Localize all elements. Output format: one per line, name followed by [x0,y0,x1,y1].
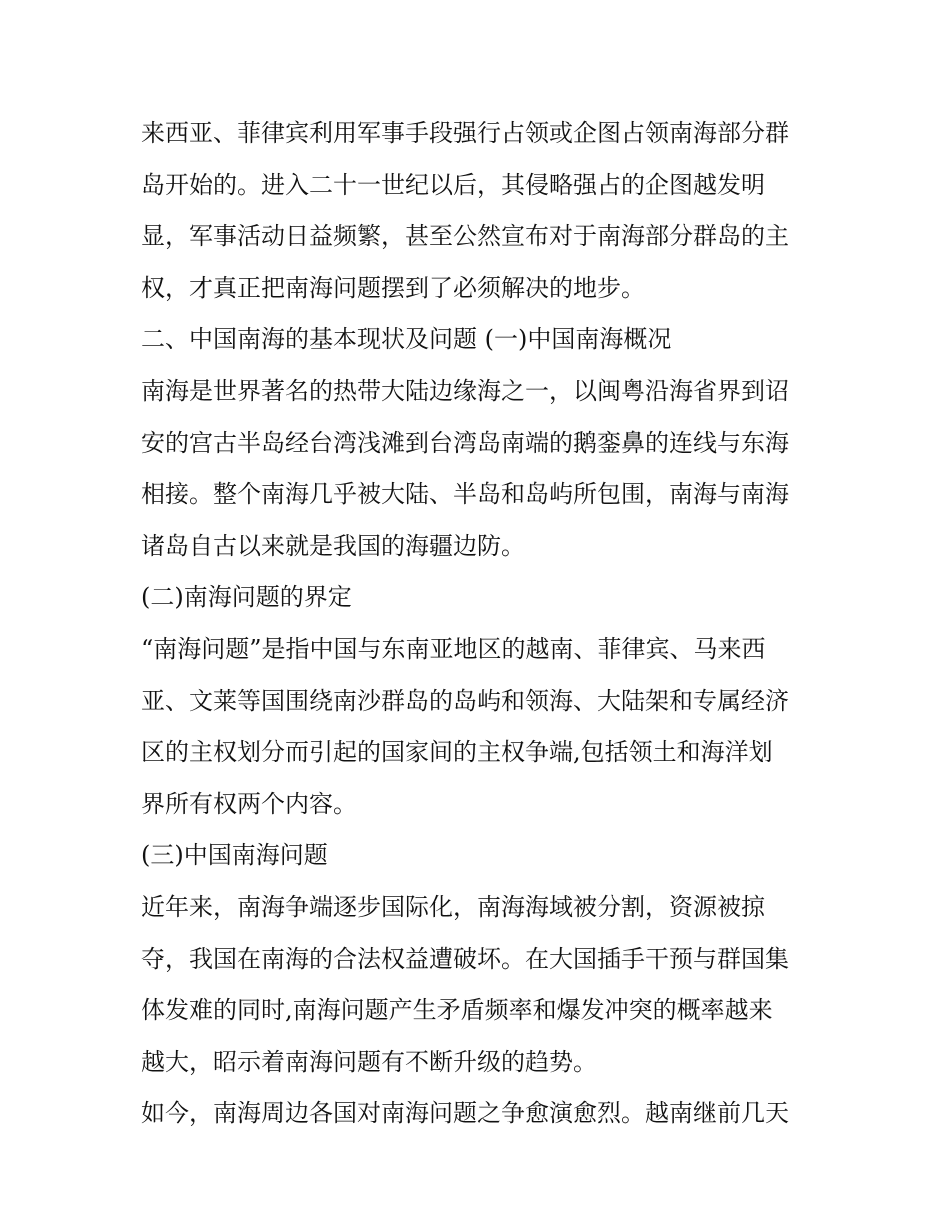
text-line: 权，才真正把南海问题摆到了必须解决的地步。 [141,273,645,302]
text-line: 相接。整个南海几乎被大陆、半岛和岛屿所包围，南海与南海 [141,480,789,509]
text-line: 夺，我国在南海的合法权益遭破坏。在大国插手干预与群国集 [141,944,789,973]
text-line: 越大，昭示着南海问题有不断升级的趋势。 [141,1047,597,1076]
text-line: 安的宫古半岛经台湾浅滩到台湾岛南端的鹅銮鼻的连线与东海 [141,428,789,457]
text-line: 岛开始的。进入二十一世纪以后，其侵略强占的企图越发明 [141,170,765,199]
text-line: 区的主权划分而引起的国家间的主权争端,包括领土和海洋划 [141,738,773,767]
text-line: 近年来，南海争端逐步国际化，南海海域被分割，资源被掠 [141,892,765,921]
text-line: 来西亚、菲律宾利用军事手段强行占领或企图占领南海部分群 [141,119,789,147]
text-line: 体发难的同时,南海问题产生矛盾频率和爆发冲突的概率越来 [141,996,773,1025]
text-line: 亚、文莱等国围绕南沙群岛的岛屿和领海、大陆架和专属经济 [141,686,789,715]
subsection-heading: (二)南海问题的界定 [141,583,352,612]
document-body [141,108,813,1140]
text-line: 南海是世界著名的热带大陆边缘海之一，以闽粤沿海省界到诏 [141,376,789,405]
subsection-heading: (三)中国南海问题 [141,841,328,870]
section-heading: 二、中国南海的基本现状及问题 (一)中国南海概况 [141,325,672,354]
text-line: “南海问题”是指中国与东南亚地区的越南、菲律宾、马来西 [141,634,766,663]
text-line: 诸岛自古以来就是我国的海疆边防。 [141,531,525,560]
text-line: 界所有权两个内容。 [141,789,357,818]
text-line: 显，军事活动日益频繁，甚至公然宣布对于南海部分群岛的主 [141,222,789,251]
text-line: 如今，南海周边各国对南海问题之争愈演愈烈。越南继前几天 [141,1099,789,1128]
